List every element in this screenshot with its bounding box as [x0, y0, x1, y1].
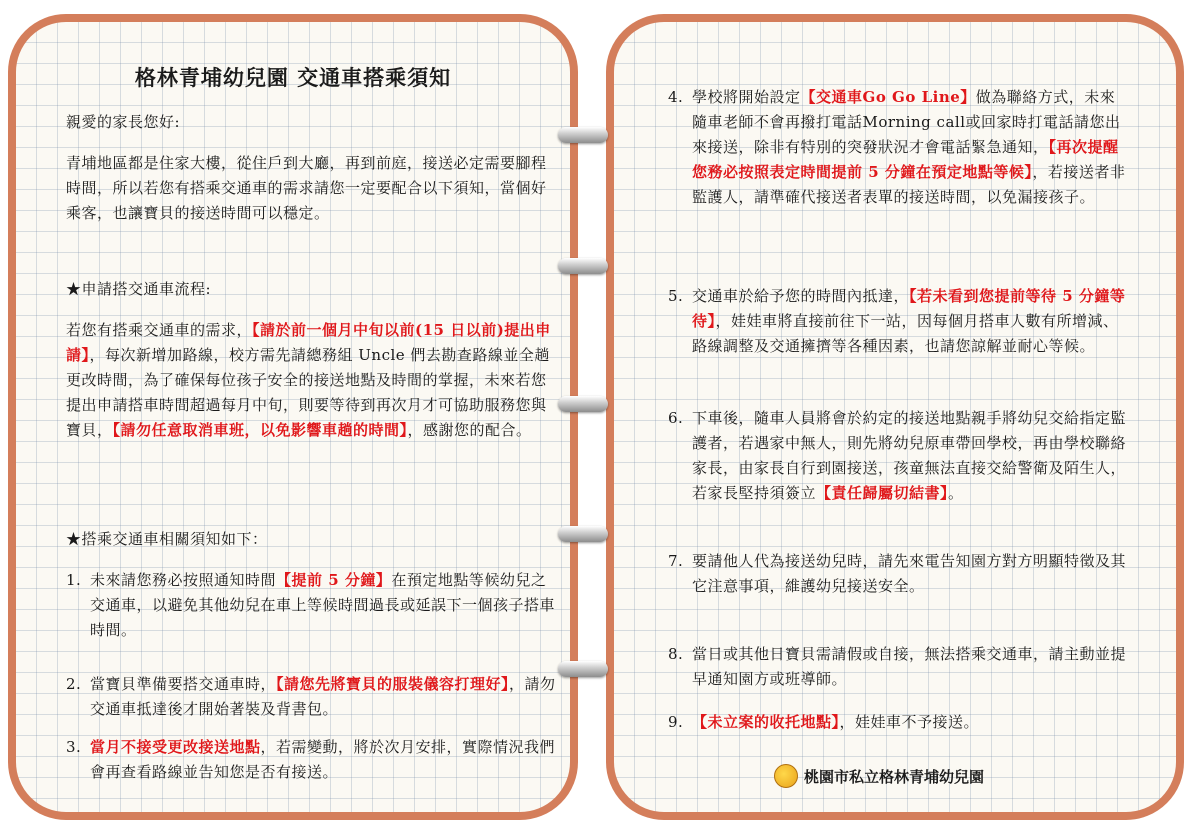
apply-highlight-1: 【請於前一個月中旬以前(15 日以前)提出申請】 — [66, 321, 551, 364]
rule-text-end: ，請勿交通車抵達後才開始著裝及背書包。 — [90, 675, 556, 718]
rule-item-9 — [668, 710, 1130, 735]
binder-ring-icon — [558, 258, 608, 274]
rule-highlight: 【請您先將寶貝的服裝儀容打理好】 — [276, 675, 510, 693]
school-logo-icon — [774, 764, 798, 788]
binder-ring-icon — [558, 661, 608, 677]
rule-item-8 — [668, 642, 1130, 692]
apply-highlight-2: 【請勿任意取消車班，以免影響車趟的時間】 — [112, 421, 408, 439]
rule-text: 下車後，隨車人員將會於約定的接送地點親手將幼兒交給指定監護者，若遇家中無人，則先將幼兒原車帶回學校，再由學校聯絡家長，由家長自行到園接送，孩童無法直接交給警衛及陌生人，若家長堅持須簽立 — [692, 409, 1127, 502]
rule-text-end: 在預定地點等候幼兒之交通車，以避免其他幼兒在車上等候時間過長或延誤下一個孩子搭車時間。 — [90, 571, 556, 639]
rule-item-4 — [668, 85, 1130, 210]
binder-ring-icon — [558, 127, 608, 143]
rule-highlight: 【交通車Go Go Line】 — [800, 88, 976, 106]
rule-text: 當日或其他日寶貝需請假或自接，無法搭乘交通車，請主動並提早通知園方或班導師。 — [692, 645, 1127, 688]
school-footer — [774, 764, 984, 788]
rule-text: 交通車於給予您的時間內抵達， — [692, 287, 910, 305]
binder-ring-icon — [558, 526, 608, 542]
apply-paragraph — [66, 318, 556, 443]
intro-paragraph: 青埔地區都是住家大樓，從住戶到大廳，再到前庭，接送必定需要腳程時間，所以若您有搭乘交通車的需求請您一定要配合以下須知，當個好乘客，也讓寶貝的接送時間可以穩定。 — [66, 154, 547, 222]
rule-number: 4. — [668, 88, 684, 106]
binder-ring-icon — [558, 396, 608, 412]
rule-text-end: ，若接送者非監護人，請準確代接送者表單的接送時間，以免漏接孩子。 — [692, 163, 1126, 206]
rule-item-7 — [668, 549, 1130, 599]
rule-text: 當寶貝準備要搭交通車時， — [90, 675, 277, 693]
rule-number: 5. — [668, 287, 684, 305]
rule-number: 1. — [66, 571, 82, 589]
apply-text-1: 若您有搭乘交通車的需求， — [66, 321, 253, 339]
rule-text-end: 。 — [948, 484, 964, 502]
rule-text-end: ，娃娃車不予接送。 — [839, 713, 980, 731]
page-title: 格林青埔幼兒園 交通車搭乘須知 — [134, 66, 452, 90]
rule-highlight: 當月不接受更改接送地點 — [90, 738, 261, 756]
rule-number: 7. — [668, 552, 684, 570]
rule-number: 6. — [668, 409, 684, 427]
rule-highlight: 【未立案的收托地點】 — [692, 713, 840, 731]
rule-item-2 — [66, 672, 556, 722]
rule-highlight: 【若未看到您提前等待 5 分鐘等待】 — [692, 287, 1126, 330]
rule-item-6 — [668, 406, 1130, 506]
rule-text: 要請他人代為接送幼兒時，請先來電告知園方對方明顯特徵及其它注意事項，維護幼兒接送安全。 — [692, 552, 1127, 595]
rule-text: 未來請您務必按照通知時間 — [90, 571, 277, 589]
rule-number: 3. — [66, 738, 82, 756]
school-name: 桃園市私立格林青埔幼兒園 — [804, 767, 985, 786]
rule-text: 學校將開始設定 — [692, 88, 801, 106]
rule-text-end: ，娃娃車將直接前往下一站，因每個月搭車人數有所增減、路線調整及交通擁擠等各種因素，也請您諒解並耐心等候。 — [692, 312, 1119, 355]
apply-text-3: ，感謝您的配合。 — [407, 421, 532, 439]
rule-highlight: 【提前 5 分鐘】 — [276, 571, 392, 589]
rule-highlight-2: 【再次提醒您務必按照表定時間提前 5 分鐘在預定地點等候】 — [692, 138, 1119, 181]
apply-text-2: ，每次新增加路線，校方需先請總務組 Uncle 們去勘查路線並全趟更改時間，為了確保每位孩子安全的接送地點及時間的掌握，未來若您提出申請搭車時間超過每月中旬，則要等待到再次月才可協助服務您與寶貝， — [66, 346, 550, 439]
right-page — [606, 14, 1184, 820]
rule-item-5 — [668, 284, 1130, 359]
left-page — [8, 14, 578, 820]
rule-text-mid: 做為聯絡方式，未來隨車老師不會再撥打電話Morning call或回家時打電話請您出來接送，除非有特別的突發狀況才會電話緊急通知， — [692, 88, 1121, 156]
rule-item-3 — [66, 735, 556, 785]
rule-text-end: ，若需變動，將於次月安排，實際情況我們會再查看路線並告知您是否有接送。 — [90, 738, 556, 781]
rule-highlight: 【責任歸屬切結書】 — [816, 484, 949, 502]
rule-number: 2. — [66, 675, 82, 693]
rule-item-1 — [66, 568, 556, 643]
rules-heading: ★搭乘交通車相關須知如下： — [66, 530, 268, 548]
greeting: 親愛的家長您好: — [66, 113, 181, 131]
apply-heading: ★申請搭交通車流程: — [66, 280, 212, 298]
rule-number: 9. — [668, 713, 684, 731]
rule-number: 8. — [668, 645, 684, 663]
